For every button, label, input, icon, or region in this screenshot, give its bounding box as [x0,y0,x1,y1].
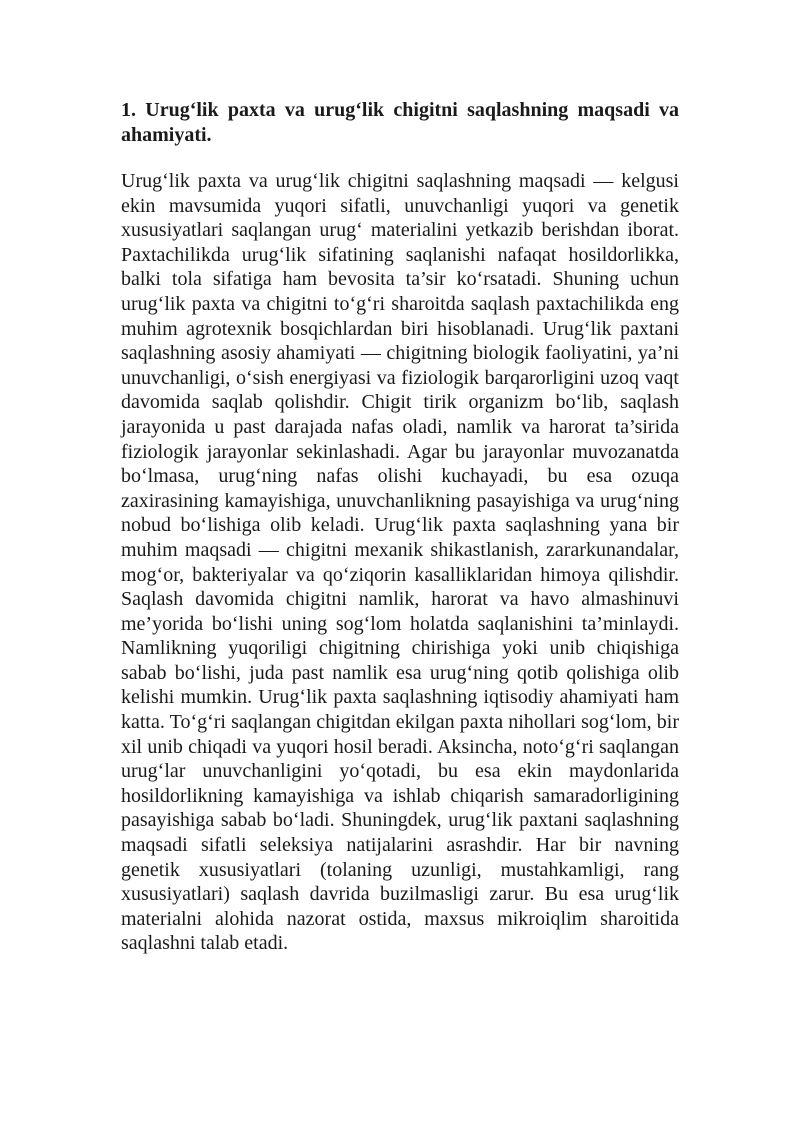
section-heading: 1. Urug‘lik paxta va urug‘lik chigitni saqlashning maqsadi va ahamiyati. [121,99,679,146]
document-body [121,98,679,956]
body-paragraph: Urug‘lik paxta va urug‘lik chigitni saqlashning maqsadi — kelgusi ekin mavsumida yuqori sifatli, unuvchanligi yuqori va genetik xususiyatlari saqlangan urug‘ materialini yetkazib berishdan iborat. Paxtachilikda urug‘lik sifatining saqlanishi nafaqat hosildorlikka, balki tola sifatiga ham bevosita ta’sir ko‘rsatadi. Shuning uchun urug‘lik paxta va chigitni to‘g‘ri sharoitda saqlash paxtachilikda eng muhim agrotexnik bosqichlardan biri hisoblanadi. Urug‘lik paxtani saqlashning asosiy ahamiyati — chigitning biologik faoliyatini, ya’ni unuvchanligi, o‘sish energiyasi va fiziologik barqarorligini uzoq vaqt davomida saqlab qolishdir. Chigit tirik organizm bo‘lib, saqlash jarayonida u past darajada nafas oladi, namlik va harorat ta’sirida fiziologik jarayonlar sekinlashadi. Agar bu jarayonlar muvozanatda bo‘lmasa, urug‘ning nafas olishi kuchayadi, bu esa ozuqa zaxirasining kamayishiga, unuvchanlikning pasayishiga va urug‘ning nobud bo‘lishiga olib keladi. Urug‘lik paxta saqlashning yana bir muhim maqsadi — chigitni mexanik shikastlanish, zararkunandalar, mog‘or, bakteriyalar va qo‘ziqorin kasalliklaridan himoya qilishdir. Saqlash davomida chigitni namlik, harorat va havo almashinuvi me’yorida bo‘lishi uning sog‘lom holatda saqlanishini ta’minlaydi. Namlikning yuqoriligi chigitning chirishiga yoki unib chiqishiga sabab bo‘lishi, juda past namlik esa urug‘ning qotib qolishiga olib kelishi mumkin. Urug‘lik paxta saqlashning iqtisodiy ahamiyati ham katta. To‘g‘ri saqlangan chigitdan ekilgan paxta nihollari sog‘lom, bir xil unib chiqadi va yuqori hosil beradi. Aksincha, noto‘g‘ri saqlangan urug‘lar unuvchanligini yo‘qotadi, bu esa ekin maydonlarida hosildorlikning kamayishiga va ishlab chiqarish samaradorligining pasayishiga sabab bo‘ladi. Shuningdek, urug‘lik paxtani saqlashning maqsadi sifatli seleksiya natijalarini asrashdir. Har bir navning genetik xususiyatlari (tolaning uzunligi, mustahkamligi, rang xususiyatlari) saqlash davrida buzilmasligi zarur. Bu esa urug‘lik materialni alohida nazorat ostida, maxsus mikroiqlim sharoitida saqlashni talab etadi. [121,170,679,955]
